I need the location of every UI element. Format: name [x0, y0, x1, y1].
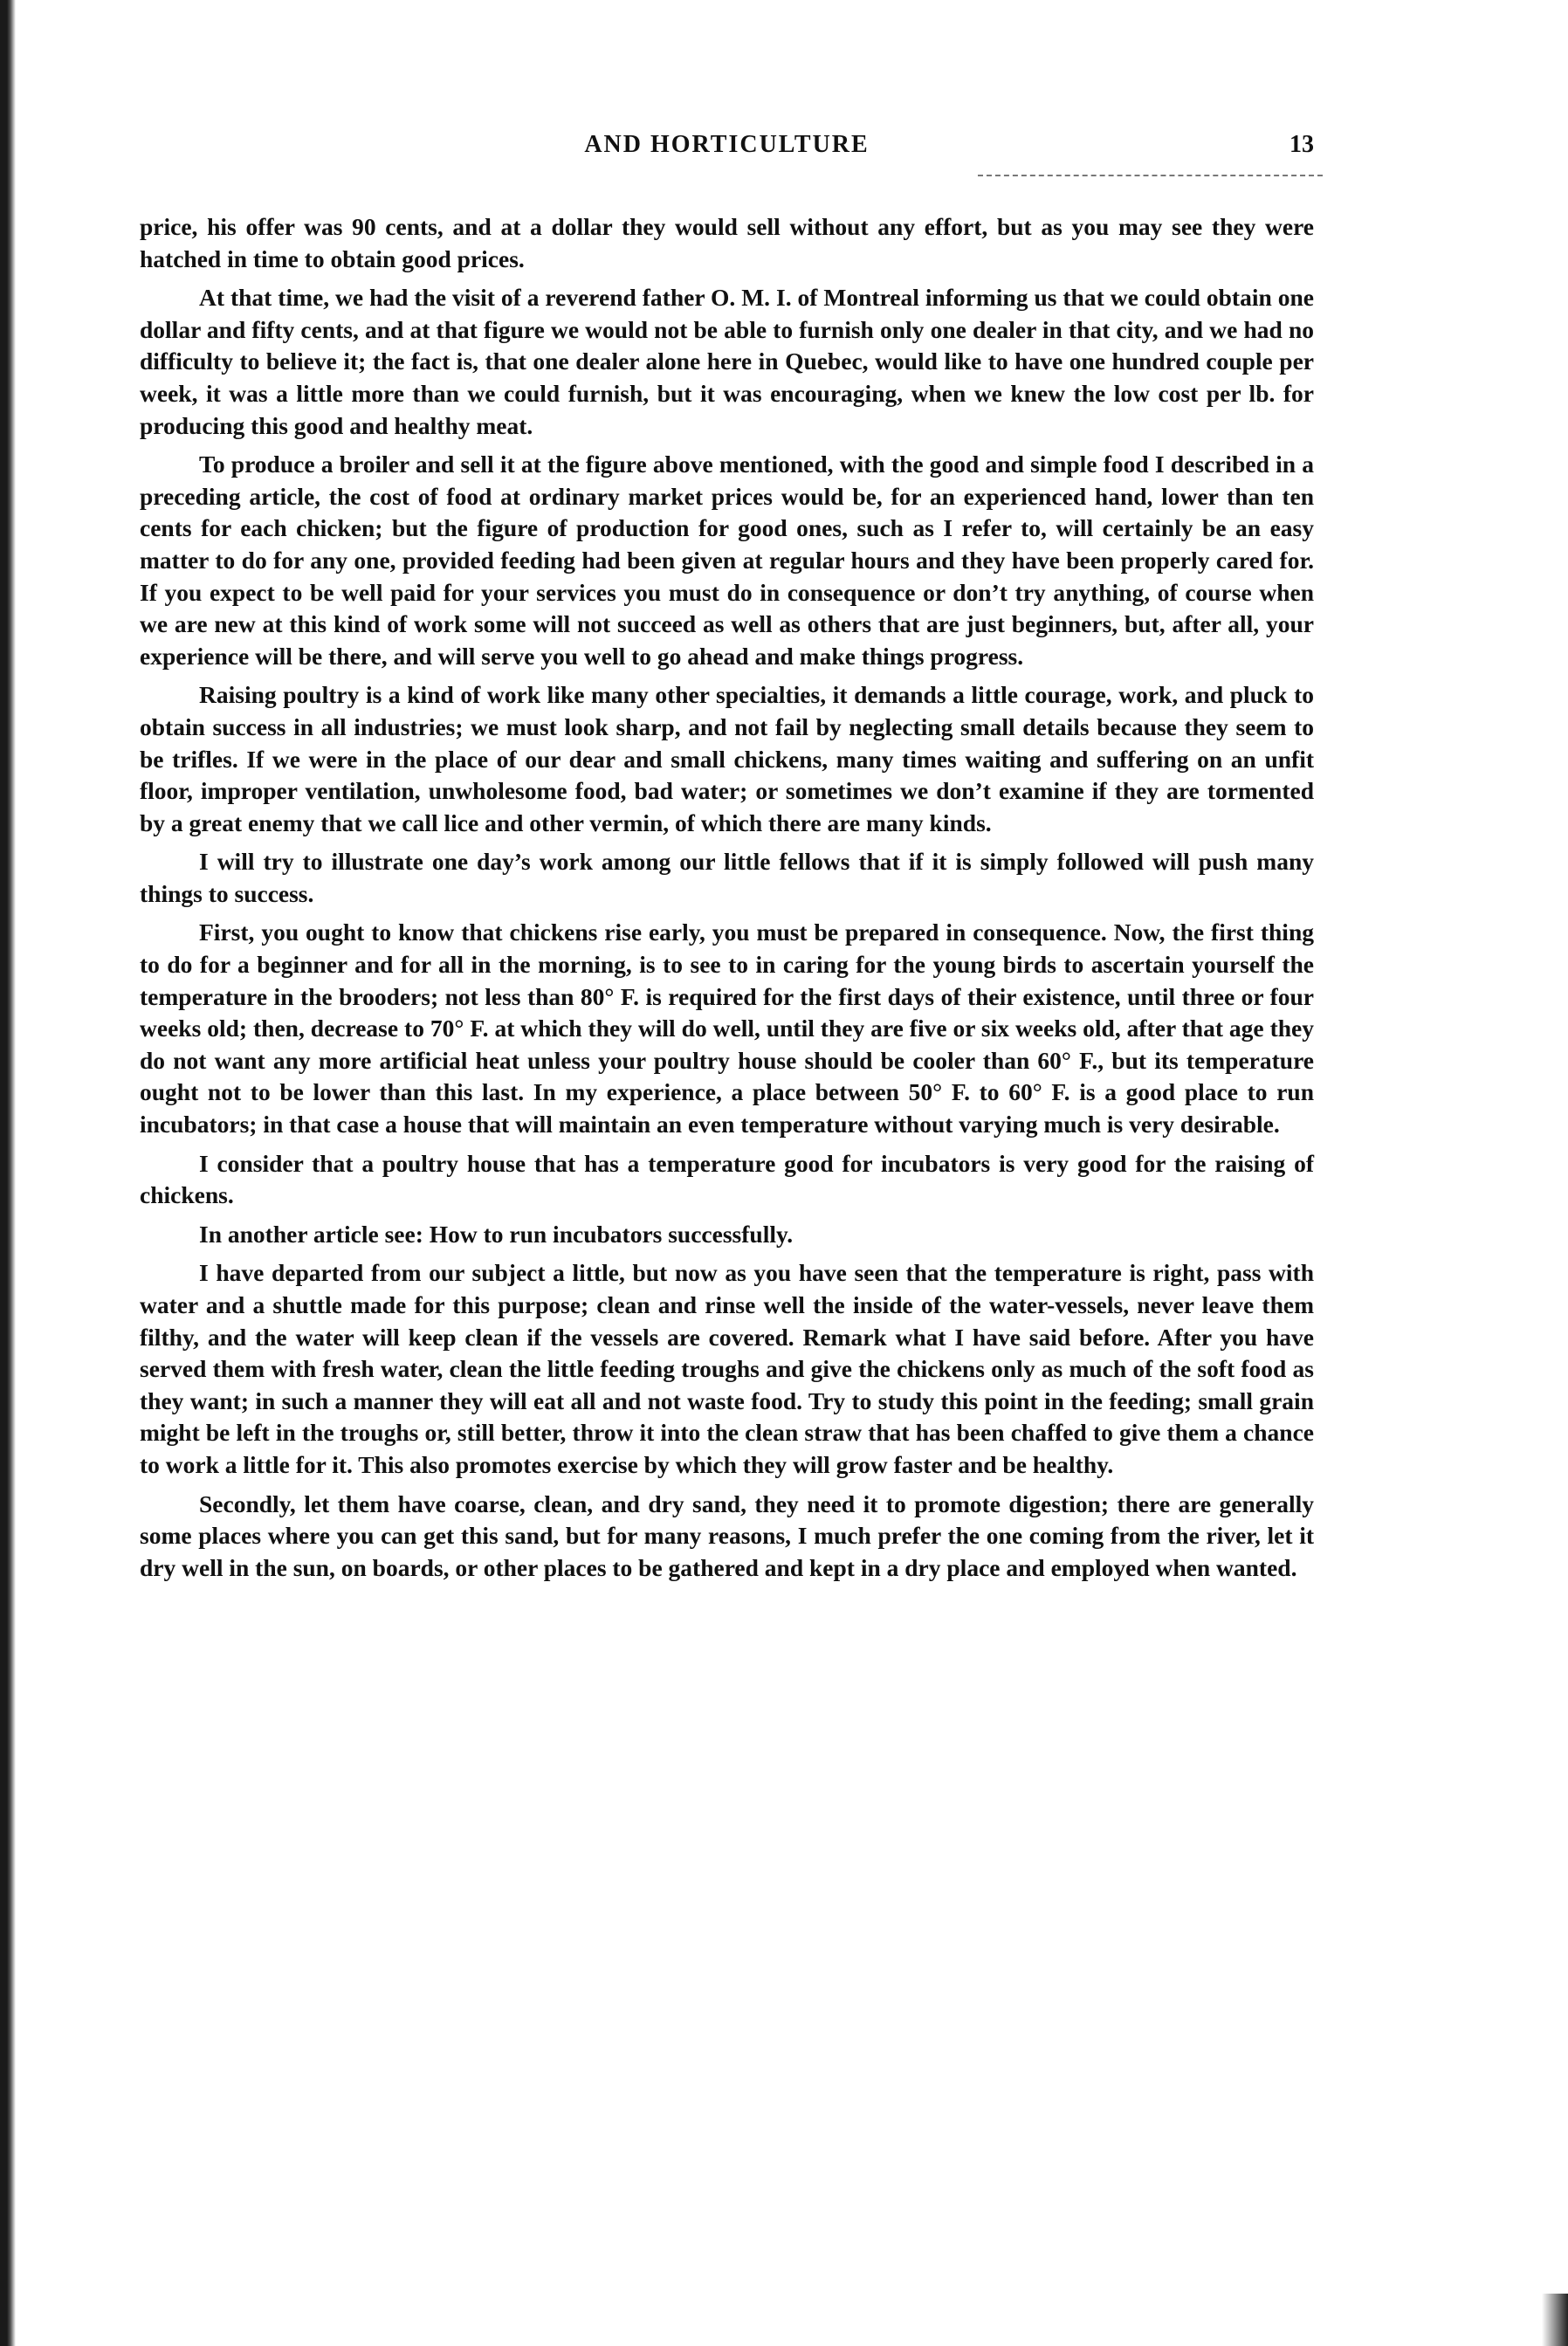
page-number: 13 [1289, 131, 1314, 158]
paragraph: I have departed from our subject a little, but now as you have seen that the temperature is right, pass with water and a shuttle made for this purpose; clean and rinse well the inside of the water-vessels, never leave them filthy, and the water will keep clean if the vessels are covered. Remark what I have said before. After you have served them with fresh water, clean the little feeding troughs and give the chickens only as much of the soft food as they want; in such a manner they will eat all and not waste food. Try to study this point in the feeding; small grain might be left in the troughs or, still better, throw it into the clean straw that has been chaffed to give them a chance to work a little for it. This also promotes exercise by which they will grow faster and be healthy. [140, 1259, 1314, 1478]
scan-left-edge [0, 0, 16, 2346]
paragraph: I consider that a poultry house that has a temperature good for incubators is very good for the raising of chickens. [140, 1149, 1314, 1209]
article-body [140, 211, 1314, 1591]
running-title: AND HORTICULTURE [584, 131, 870, 158]
paragraph: First, you ought to know that chickens rise early, you must be prepared in consequence. Now, the first thing to do for a beginner and for all in the morning, is to see to in caring for the young birds to ascertain yourself the temperature in the brooders; not less than 80° F. is required for the first days of their existence, until three or four weeks old; then, decrease to 70° F. at which they will do well, until they are five or six weeks old, after that age they do not want any more artificial heat unless your poultry house should be cooler than 60° F., but its temperature ought not to be lower than this last. In my experience, a place between 50° F. to 60° F. is a good place to run incubators; in that case a house that will maintain an even temperature without varying much is very desirable. [140, 918, 1314, 1139]
paragraph: Raising poultry is a kind of work like many other specialties, it demands a little courage, work, and pluck to obtain success in all industries; we must look sharp, and not fail by neglecting small details because they seem to be trifles. If we were in the place of our dear and small chickens, many times waiting and suffering on an unfit floor, improper ventilation, unwholesome food, bad water; or sometimes we don’t examine if they are tormented by a great enemy that we call lice and other vermin, of which there are many kinds. [140, 681, 1314, 836]
paragraph: In another article see: How to run incubators successfully. [199, 1220, 794, 1248]
running-head [140, 131, 1314, 166]
paragraph: To produce a broiler and sell it at the figure above mentioned, with the good and simple food I described in a preceding article, the cost of food at ordinary market prices would be, for an experienced hand, lower than ten cents for each chicken; but the figure of production for good ones, such as I refer to, will certainly be an easy matter to do for any one, provided feeding had been given at regular hours and they have been properly cared for. If you expect to be well paid for your services you must do in consequence or don’t try anything, of course when we are new at this kind of work some will not succeed as well as others that are just beginners, but, after all, your experience will be there, and will serve you well to go ahead and make things progress. [140, 451, 1314, 670]
header-rule [978, 175, 1323, 176]
paragraph: Secondly, let them have coarse, clean, and dry sand, they need it to promote digestion; there are generally some places where you can get this sand, but for many reasons, I much prefer the one coming from the river, let it dry well in the sun, on boards, or other places to be gathered and kept in a dry place and employed when wanted. [140, 1489, 1314, 1581]
paragraph: At that time, we had the visit of a reverend father O. M. I. of Montreal informing us that we could obtain one dollar and fifty cents, and at that figure we would not be able to furnish only one dealer in that city, and we had no difficulty to believe it; the fact is, that one dealer alone here in Quebec, would like to have one hundred couple per week, it was a little more than we could furnish, but it was encouraging, when we knew the low cost per lb. for producing this good and healthy meat. [140, 284, 1314, 439]
paragraph: I will try to illustrate one day’s work among our little fellows that if it is simply followed will push many things to success. [140, 848, 1314, 907]
paragraph: price, his offer was 90 cents, and at a dollar they would sell without any effort, but as you may see they were hatched in time to obtain good prices. [140, 213, 1314, 272]
scan-corner-shadow [1542, 2294, 1568, 2346]
